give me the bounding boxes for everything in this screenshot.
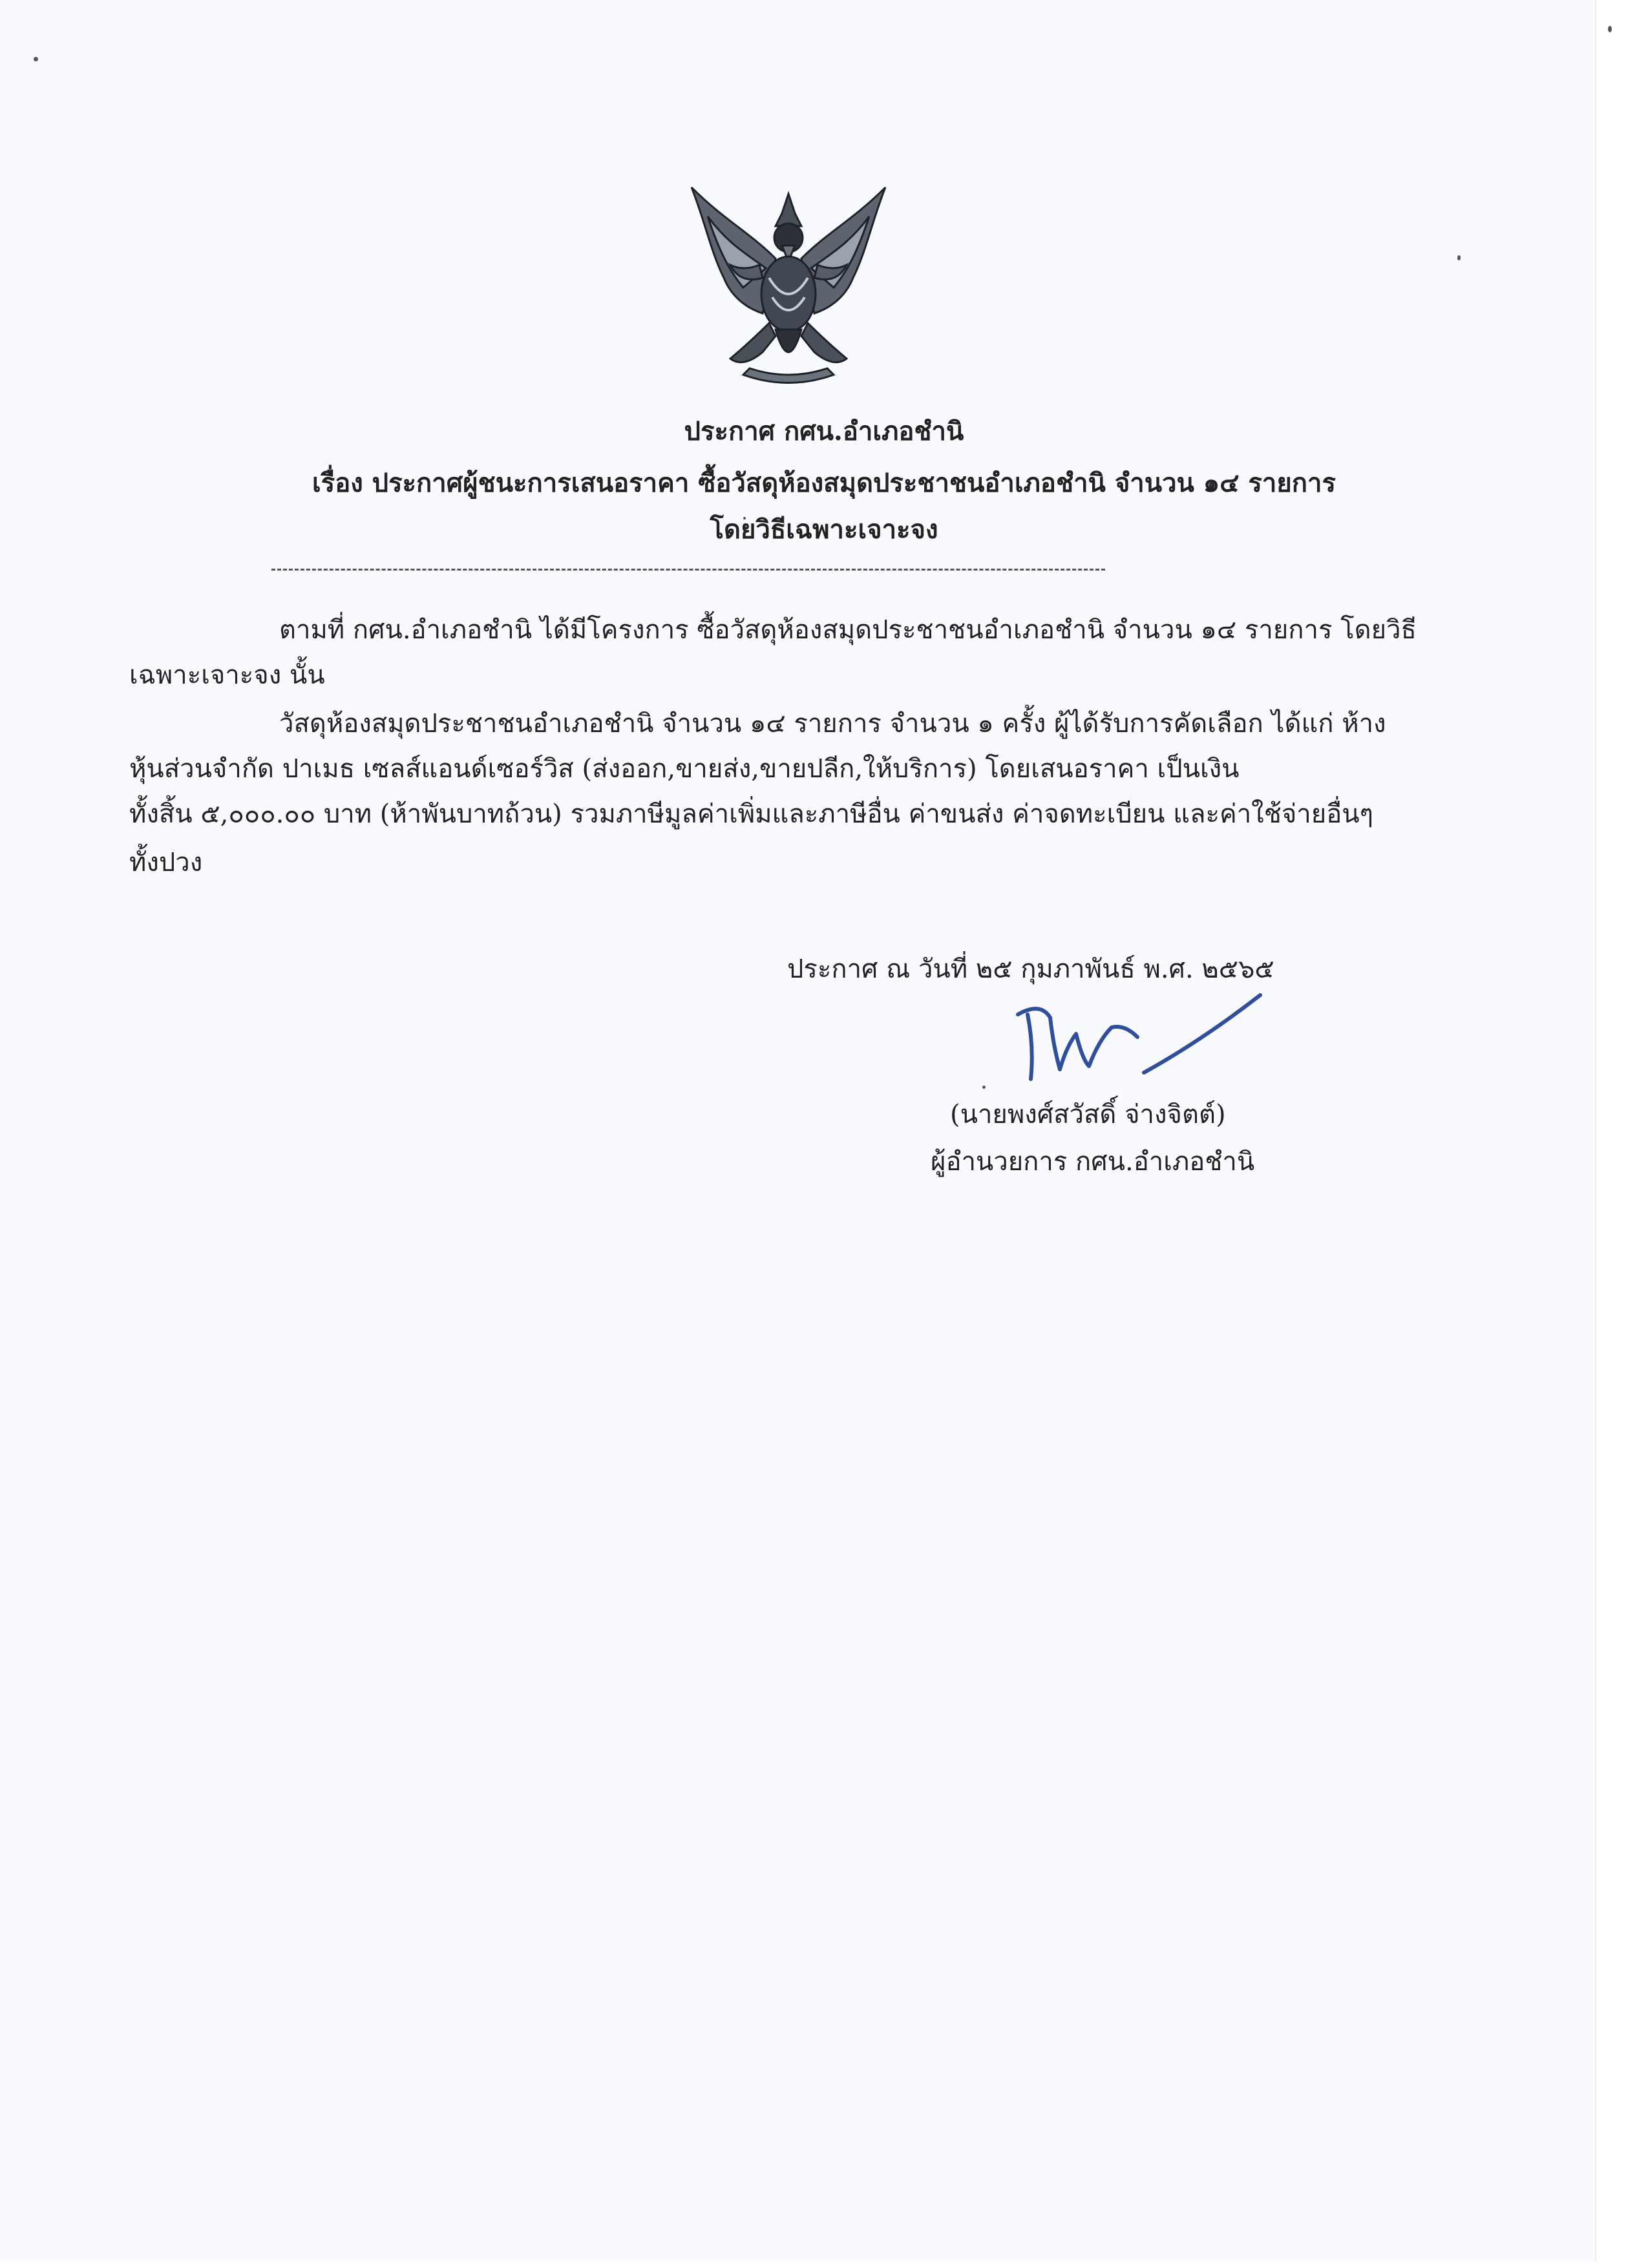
signer-name: (นายพงศ์สวัสดิ์ จ่างจิตต์) <box>950 1100 1226 1129</box>
paragraph-1-line-1: ตามที่ กศน.อำเภอชำนิ ได้มีโครงการ ซื้อวัสดุห้องสมุดประชาชนอำเภอชำนิ จำนวน ๑๔ รายการ โดยวิธี <box>279 615 1417 645</box>
document-subject: เรื่อง ประกาศผู้ชนะการเสนอราคา ซื้อวัสดุห้องสมุดประชาชนอำเภอชำนิ จำนวน ๑๔ รายการ <box>312 468 1336 498</box>
document-title: ประกาศ กศน.อำเภอชำนิ <box>684 416 964 446</box>
announcement-date: ประกาศ ณ วันที่ ๒๕ กุมภาพันธ์ พ.ศ. ๒๕๖๕ <box>787 954 1274 984</box>
signer-position: ผู้อำนวยการ กศน.อำเภอชำนิ <box>931 1147 1255 1177</box>
garuda-emblem-icon <box>679 181 898 394</box>
scan-speck <box>982 1086 986 1089</box>
header-divider <box>271 569 1105 571</box>
scan-right-margin <box>1595 0 1648 2268</box>
scan-speck <box>1608 26 1612 32</box>
paragraph-2-line-2: หุ้นส่วนจำกัด ปาเมธ เซลส์แอนด์เซอร์วิส (ส่งออก,ขายส่ง,ขายปลีก,ให้บริการ) โดยเสนอราคา เป็นเงิน <box>129 754 1240 784</box>
handwritten-signature <box>1015 989 1286 1086</box>
scan-bottom-margin <box>0 2262 1648 2268</box>
paragraph-2-line-1: วัสดุห้องสมุดประชาชนอำเภอชำนิ จำนวน ๑๔ รายการ จำนวน ๑ ครั้ง ผู้ได้รับการคัดเลือก ได้แก่ ห้าง <box>279 709 1386 739</box>
paragraph-2-line-4: ทั้งปวง <box>129 848 203 877</box>
paragraph-2-line-3: ทั้งสิ้น ๕,๐๐๐.๐๐ บาท (ห้าพันบาทถ้วน) รวมภาษีมูลค่าเพิ่มและภาษีอื่น ค่าขนส่ง ค่าจดทะเบียน และค่าใช้จ่ายอื่นๆ <box>129 799 1374 829</box>
scan-speck <box>1457 255 1461 260</box>
paragraph-1-line-2: เฉพาะเจาะจง นั้น <box>129 660 325 690</box>
scan-speck <box>34 57 38 61</box>
procurement-method: โดยวิธีเฉพาะเจาะจง <box>710 514 938 545</box>
